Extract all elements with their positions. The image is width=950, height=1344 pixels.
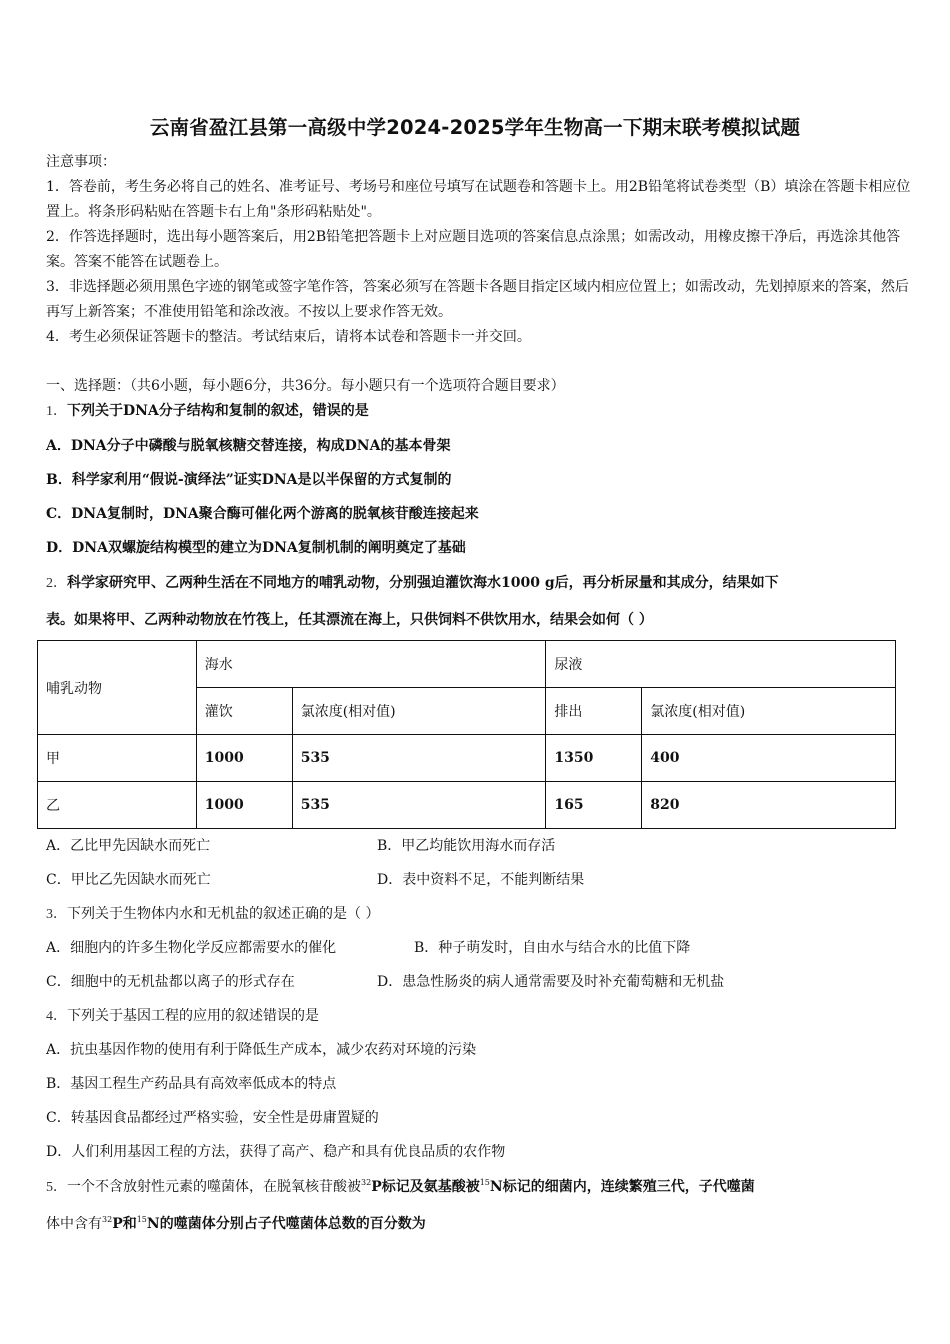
q2-option-a: A．乙比甲先因缺水而死亡 (46, 838, 211, 854)
table-header-row (38, 641, 896, 688)
question-5-stem-line1 (46, 1176, 755, 1196)
notice-heading: 注意事项： (46, 154, 116, 170)
table-cell-animal: 乙 (38, 782, 197, 829)
notice-item: 2．作答选择题时，选出每小题答案后，用2B铅笔把答题卡上对应题目选项的答案信息点涂黑；如需改动，用橡皮擦干净后，再选涂其他答案。答案不能答在试题卷上。 (46, 229, 901, 270)
table-header-animal: 哺乳动物 (38, 641, 197, 735)
section-heading: 一、选择题：（共6小题，每小题6分，共36分。每小题只有一个选项符合题目要求） (46, 378, 565, 394)
table-cell-cl1: 535 (292, 782, 546, 829)
table-cell-cl2: 820 (642, 782, 896, 829)
question-4-stem (46, 1005, 319, 1025)
question-text: 下列关于基因工程的应用的叙述错误的是 (67, 1008, 319, 1024)
question-3-stem (46, 903, 379, 923)
question-number: 3． (46, 907, 67, 922)
question-1-stem (46, 400, 369, 420)
question-number: 5． (46, 1180, 67, 1195)
question-text: N标记的细菌内，连续繁殖三代，子代噬菌 (489, 1179, 755, 1195)
table-header-urine: 尿液 (546, 641, 896, 688)
q3-option-d: D．患急性肠炎的病人通常需要及时补充葡萄糖和无机盐 (377, 974, 725, 990)
table-cell-out: 165 (546, 782, 642, 829)
question-2-stem-line2: 表。如果将甲、乙两种动物放在竹筏上，任其漂流在海上，只供饲料不供饮用水，结果会如何（ ） (46, 612, 653, 628)
question-text: P标记及氨基酸被 (371, 1179, 480, 1195)
q4-option-b: B．基因工程生产药品具有高效率低成本的特点 (46, 1076, 337, 1092)
table-header-cl2: 氯浓度(相对值) (642, 688, 896, 735)
table-cell-cl1: 535 (292, 735, 546, 782)
table-cell-cl2: 400 (642, 735, 896, 782)
notice-item: 1．答卷前，考生务必将自己的姓名、准考证号、考场号和座位号填写在试题卷和答题卡上。用2B铅笔将试卷类型（B）填涂在答题卡相应位置上。将条形码粘贴在答题卡右上角"条形码粘贴处"。 (46, 179, 911, 220)
table-header-cl1: 氯浓度(相对值) (292, 688, 546, 735)
data-table (37, 640, 896, 829)
q2-option-b: B．甲乙均能饮用海水而存活 (377, 838, 556, 854)
notice-item: 4．考生必须保证答题卡的整洁。考试结束后，请将本试卷和答题卡一并交回。 (46, 329, 531, 345)
q2-option-d: D．表中资料不足，不能判断结果 (377, 872, 585, 888)
isotope-superscript: 32 (361, 1178, 372, 1187)
question-number: 1． (46, 404, 67, 419)
question-text: N的噬菌体分别占子代噬菌体总数的百分数为 (146, 1216, 426, 1232)
q4-option-c: C．转基因食品都经过严格实验，安全性是毋庸置疑的 (46, 1110, 379, 1126)
question-number: 4． (46, 1009, 67, 1024)
page-title: 云南省盈江县第一高级中学2024-2025学年生物高一下期末联考模拟试题 (149, 116, 801, 139)
question-number: 2． (46, 576, 67, 591)
table-header-seawater: 海水 (196, 641, 546, 688)
q4-option-a: A．抗虫基因作物的使用有利于降低生产成本，减少农药对环境的污染 (46, 1042, 477, 1058)
table-cell-drink: 1000 (196, 782, 292, 829)
table-cell-out: 1350 (546, 735, 642, 782)
q3-option-c: C．细胞中的无机盐都以离子的形式存在 (46, 974, 295, 990)
q1-option-c: C．DNA复制时，DNA聚合酶可催化两个游离的脱氧核苷酸连接起来 (46, 506, 479, 522)
isotope-superscript: 15 (136, 1215, 147, 1224)
question-text: 体中含有 (46, 1216, 102, 1232)
question-text: 科学家研究甲、乙两种生活在不同地方的哺乳动物，分别强迫灌饮海水1000 g后，再分析尿量和其成分，结果如下 (67, 575, 779, 591)
table-header-out: 排出 (546, 688, 642, 735)
isotope-superscript: 32 (102, 1215, 113, 1224)
question-text: P和 (112, 1216, 137, 1232)
q4-option-d: D．人们利用基因工程的方法，获得了高产、稳产和具有优良品质的农作物 (46, 1144, 506, 1160)
table-cell-animal: 甲 (38, 735, 197, 782)
table-row (38, 735, 896, 782)
question-2-stem-line1 (46, 572, 779, 592)
q3-option-b: B．种子萌发时，自由水与结合水的比值下降 (414, 940, 691, 956)
q1-option-d: D．DNA双螺旋结构模型的建立为DNA复制机制的阐明奠定了基础 (46, 540, 466, 556)
question-text: 一个不含放射性元素的噬菌体，在脱氧核苷酸被 (67, 1179, 361, 1195)
question-text: 下列关于生物体内水和无机盐的叙述正确的是（ ） (67, 906, 380, 922)
notice-block (46, 150, 916, 350)
notice-item: 3．非选择题必须用黑色字迹的钢笔或签字笔作答，答案必须写在答题卡各题目指定区域内相应位置上；如需改动，先划掉原来的答案，然后再写上新答案；不准使用铅笔和涂改液。不按以上要求作答无效。 (46, 279, 909, 320)
question-text: 下列关于DNA分子结构和复制的叙述，错误的是 (67, 403, 369, 419)
table-header-drink: 灌饮 (196, 688, 292, 735)
table-cell-drink: 1000 (196, 735, 292, 782)
q1-option-a: A．DNA分子中磷酸与脱氧核糖交替连接，构成DNA的基本骨架 (46, 438, 451, 454)
q2-option-c: C．甲比乙先因缺水而死亡 (46, 872, 211, 888)
isotope-superscript: 15 (479, 1178, 490, 1187)
table-row (38, 782, 896, 829)
question-5-stem-line2 (46, 1213, 426, 1233)
q1-option-b: B．科学家利用“假说-演绎法”证实DNA是以半保留的方式复制的 (46, 472, 452, 488)
q3-option-a: A．细胞内的许多生物化学反应都需要水的催化 (46, 940, 337, 956)
